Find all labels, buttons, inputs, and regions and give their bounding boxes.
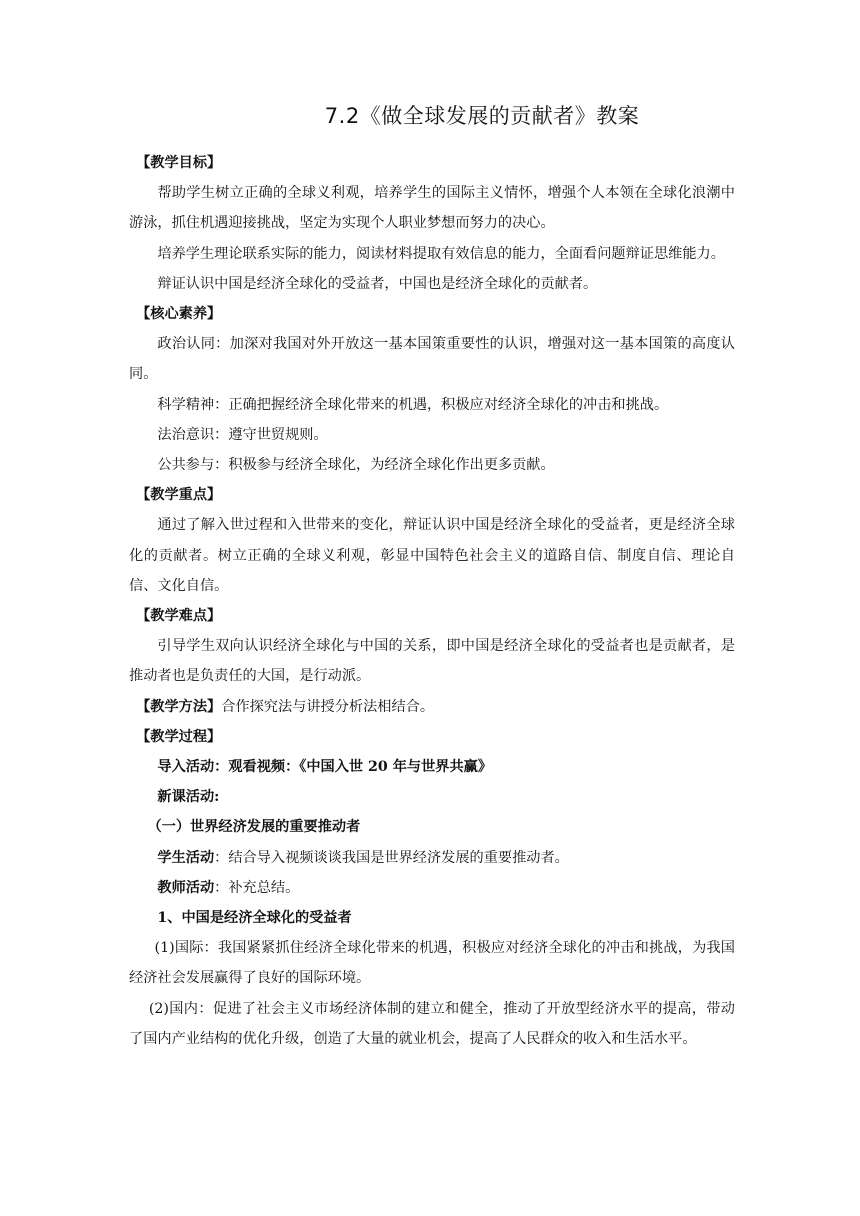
section-heading-method: 【教学方法】 [136, 698, 222, 715]
method-line [129, 692, 735, 722]
key-paragraph-1: 通过了解入世过程和入世带来的变化，辩证认识中国是经济全球化的受益者，更是经济全球化的贡献者。树立正确的全球义利观，彰显中国特色社会主义的道路自信、制度自信、理论自信、文化自信。 [129, 517, 735, 594]
teacher-activity-line [129, 873, 735, 903]
teacher-activity-label: 教师活动 [157, 879, 215, 896]
document-title: 7.2《做全球发展的贡献者》教案 [324, 104, 640, 128]
section-heading-literacy: 【核心素养】 [136, 306, 222, 323]
method-text: 合作探究法与讲授分析法相结合。 [221, 698, 435, 715]
goals-paragraph-3: 辩证认识中国是经济全球化的受益者，中国也是经济全球化的贡献者。 [157, 275, 598, 292]
goals-paragraph-1: 帮助学生树立正确的全球义利观，培养学生的国际主义情怀，增强个人本领在全球化浪潮中游泳，抓住机遇迎接挑战，坚定为实现个人职业梦想而努力的决心。 [129, 185, 735, 232]
section-heading-process: 【教学过程】 [136, 728, 222, 745]
process-item-2: (2)国内：促进了社会主义市场经济体制的建立和健全，推动了开放型经济水平的提高，带动了国内产业结构的优化升级，创造了大量的就业机会，提高了人民群众的收入和生活水平。 [129, 1000, 735, 1047]
literacy-paragraph-3: 法治意识：遵守世贸规则。 [157, 426, 328, 443]
teacher-activity-text: ：补充总结。 [214, 879, 300, 896]
section-heading-goals: 【教学目标】 [136, 155, 222, 171]
section-heading-key: 【教学重点】 [136, 487, 222, 504]
literacy-paragraph-2: 科学精神：正确把握经济全球化带来的机遇，积极应对经济全球化的冲击和挑战。 [157, 396, 669, 413]
goals-paragraph-2: 培养学生理论联系实际的能力，阅读材料提取有效信息的能力，全面看问题辩证思维能力。 [157, 245, 725, 262]
student-activity-line [129, 843, 735, 873]
section-heading-difficult: 【教学难点】 [136, 608, 222, 625]
difficult-paragraph-1: 引导学生双向认识经济全球化与中国的关系，即中国是经济全球化的受益者也是贡献者，是推动者也是负责任的大国，是行动派。 [129, 638, 735, 685]
document-body [129, 148, 735, 1054]
process-item-1: (1)国际：我国紧紧抓住经济全球化带来的机遇，积极应对经济全球化的冲击和挑战，为我国经济社会发展赢得了良好的国际环境。 [129, 940, 735, 987]
process-point-1: 1、中国是经济全球化的受益者 [157, 910, 352, 927]
literacy-paragraph-1: 政治认同：加深对我国对外开放这一基本国策重要性的认识，增强对这一基本国策的高度认同。 [129, 336, 735, 383]
literacy-paragraph-4: 公共参与：积极参与经济全球化，为经济全球化作出更多贡献。 [157, 457, 555, 474]
student-activity-label: 学生活动 [157, 849, 215, 866]
process-part-1: （一）世界经济发展的重要推动者 [147, 819, 361, 836]
student-activity-text: ：结合导入视频谈谈我国是世界经济发展的重要推动者。 [214, 849, 569, 866]
process-new-class: 新课活动: [157, 789, 220, 806]
process-intro: 导入活动：观看视频：《中国入世 20 年与世界共赢》 [157, 759, 493, 776]
